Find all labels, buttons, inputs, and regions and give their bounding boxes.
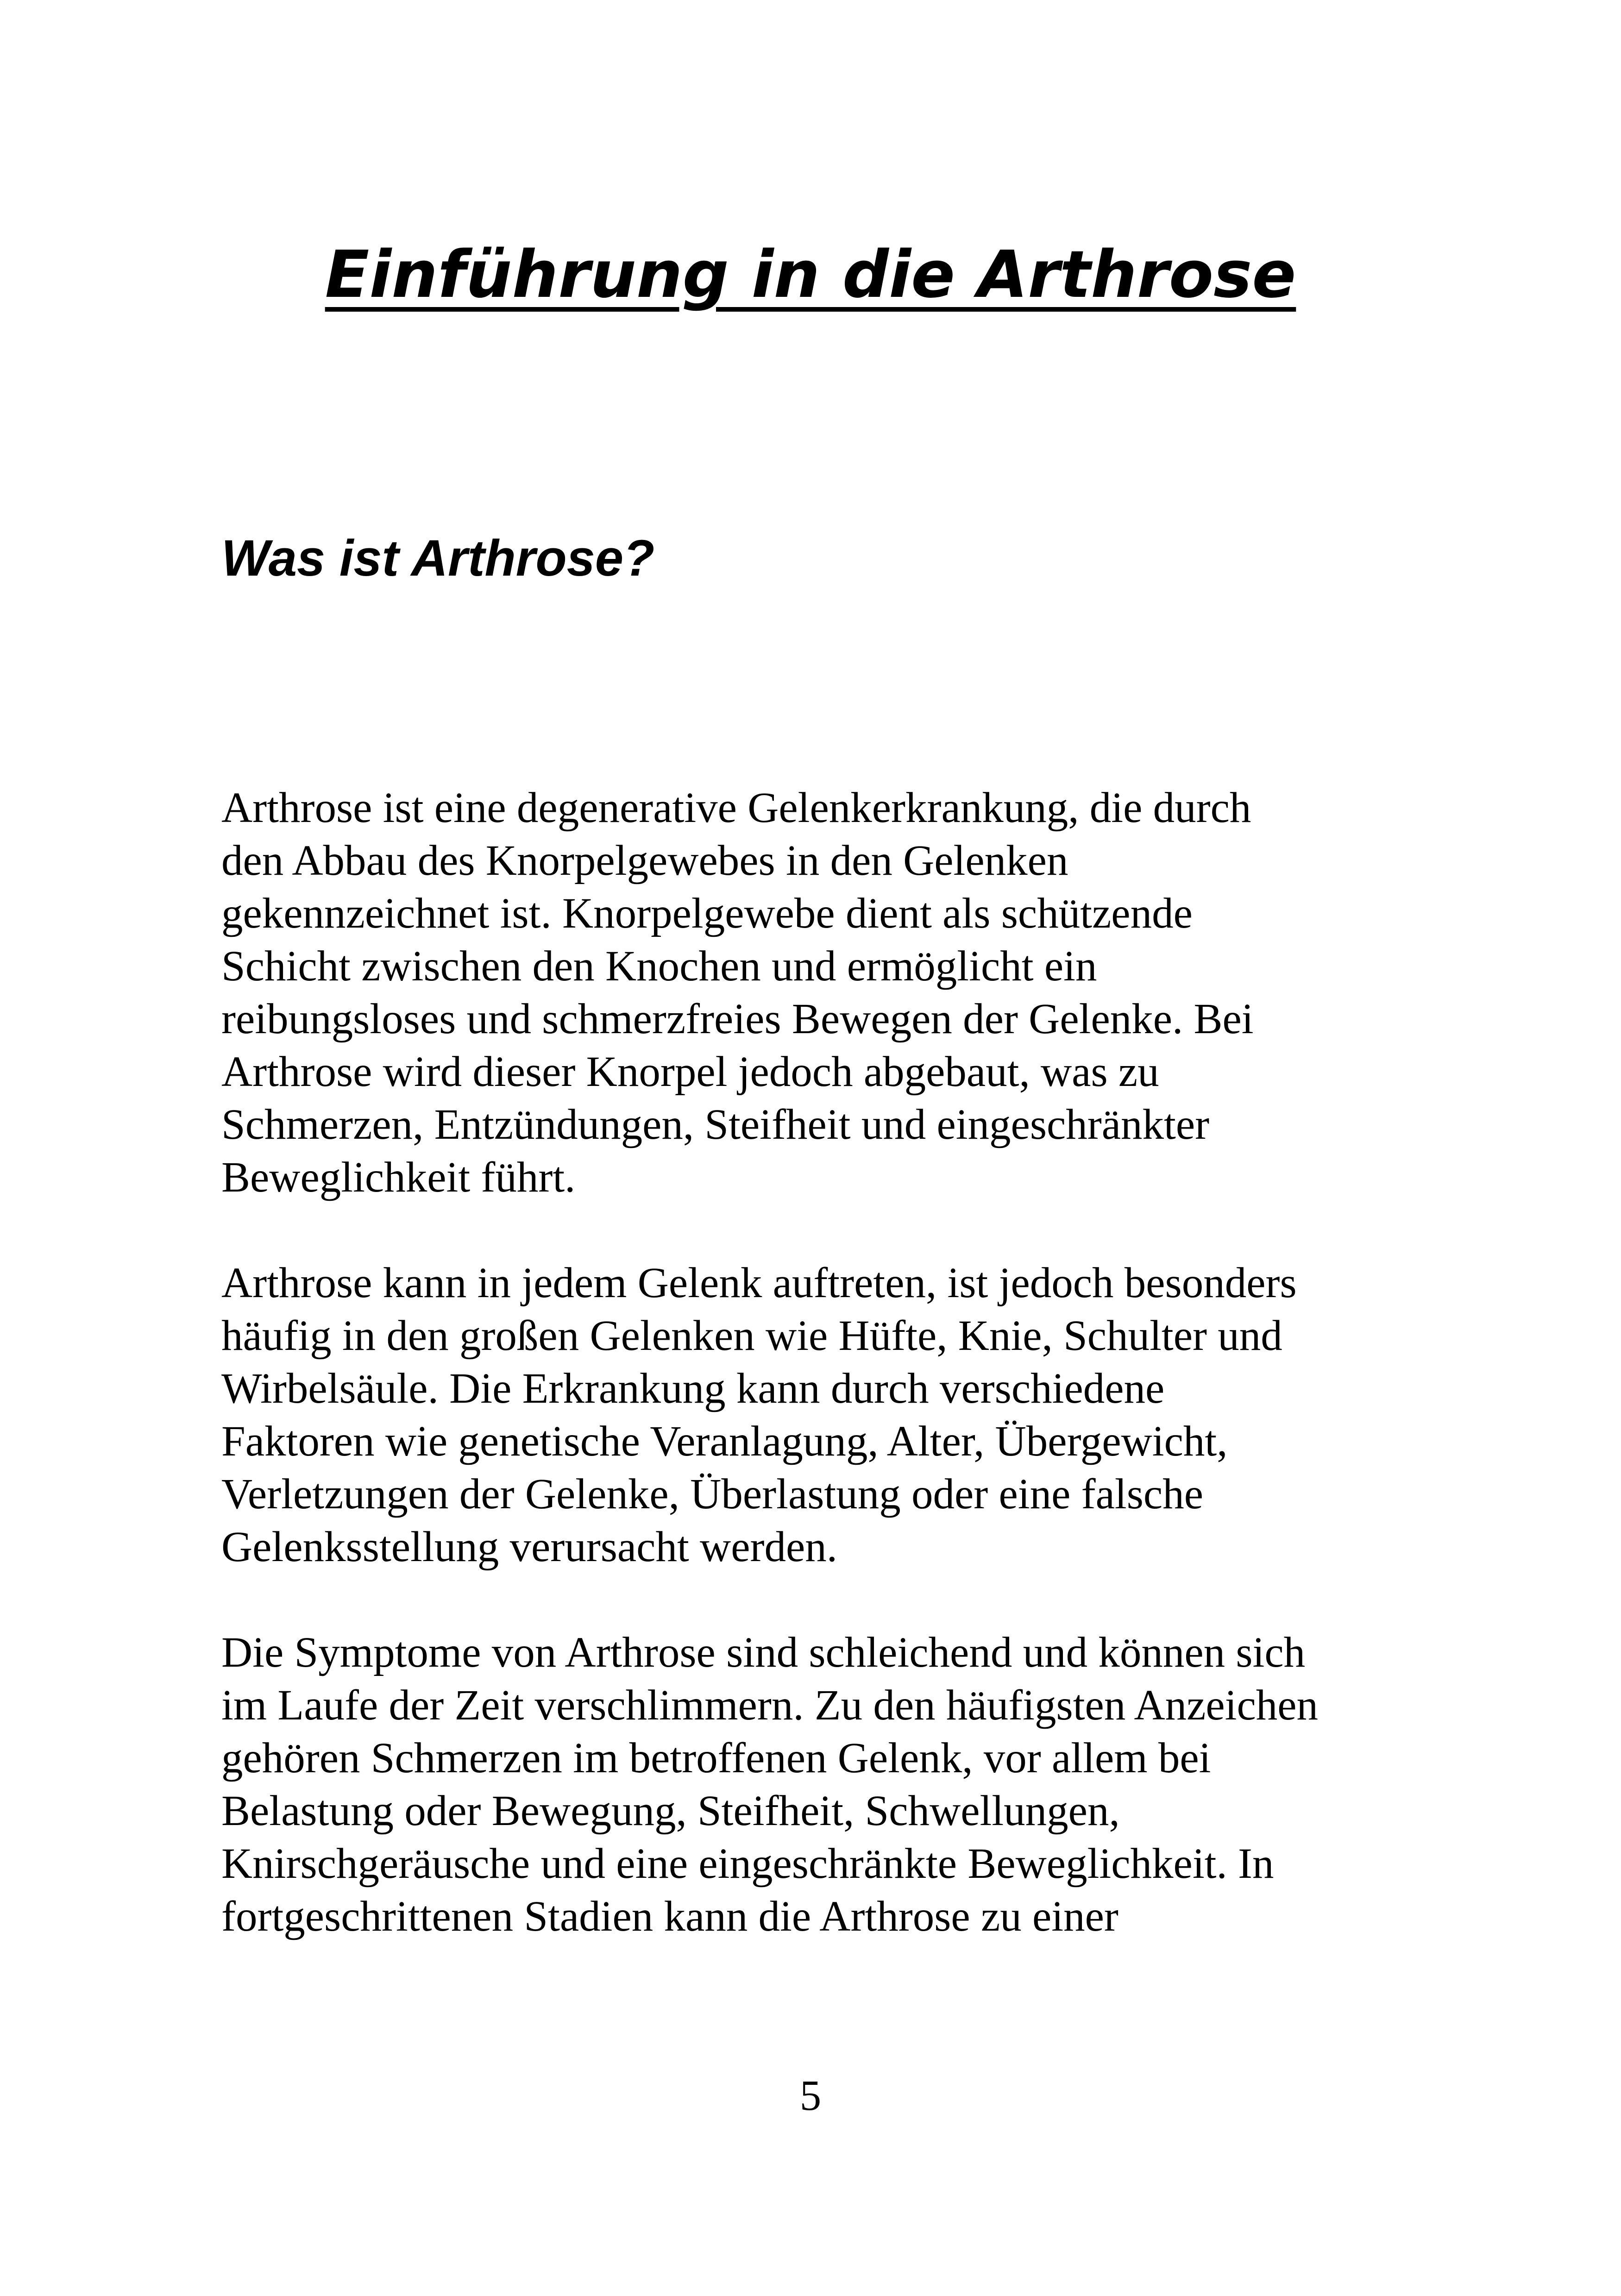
page-number: 5 <box>799 2072 822 2120</box>
text-line: Arthrose ist eine degenerative Gelenkerkrankung, die durch <box>221 784 1251 832</box>
text-line: Gelenksstellung verursacht werden. <box>221 1523 837 1571</box>
body-text <box>221 782 1426 1996</box>
text-line: Faktoren wie genetische Veranlagung, Alter, Übergewicht, <box>221 1418 1228 1465</box>
text-line: Belastung oder Bewegung, Steifheit, Schwellungen, <box>221 1787 1120 1835</box>
text-line: den Abbau des Knorpelgewebes in den Gelenken <box>221 837 1068 885</box>
text-line: Knirschgeräusche und eine eingeschränkte Beweglichkeit. In <box>221 1840 1274 1888</box>
text-line: gehören Schmerzen im betroffenen Gelenk, vor allem bei <box>221 1734 1211 1782</box>
text-line: Arthrose kann in jedem Gelenk auftreten, ist jedoch besonders <box>221 1259 1297 1307</box>
chapter-title <box>0 236 1621 314</box>
text-line: im Laufe der Zeit verschlimmern. Zu den häufigsten Anzeichen <box>221 1681 1319 1729</box>
text-line: häufig in den großen Gelenken wie Hüfte, Knie, Schulter und <box>221 1312 1282 1360</box>
paragraph-2 <box>221 1257 1426 1574</box>
text-line: gekennzeichnet ist. Knorpelgewebe dient als schützende <box>221 890 1193 937</box>
text-line: Beweglichkeit führt. <box>221 1154 576 1201</box>
text-line: Schmerzen, Entzündungen, Steifheit und eingeschränkter <box>221 1101 1210 1148</box>
text-line: Schicht zwischen den Knochen und ermöglicht ein <box>221 942 1097 990</box>
chapter-title-text: Einführung in die Arthrose <box>325 237 1296 313</box>
section-heading: Was ist Arthrose? <box>221 530 655 587</box>
text-line: Die Symptome von Arthrose sind schleichend und können sich <box>221 1629 1306 1676</box>
text-line: fortgeschrittenen Stadien kann die Arthrose zu einer <box>221 1893 1118 1940</box>
text-line: reibungsloses und schmerzfreies Bewegen der Gelenke. Bei <box>221 995 1254 1043</box>
text-line: Verletzungen der Gelenke, Überlastung oder eine falsche <box>221 1470 1203 1518</box>
text-line: Arthrose wird dieser Knorpel jedoch abgebaut, was zu <box>221 1048 1159 1096</box>
text-line: Wirbelsäule. Die Erkrankung kann durch verschiedene <box>221 1365 1165 1412</box>
paragraph-3 <box>221 1626 1426 1943</box>
paragraph-1 <box>221 782 1426 1204</box>
